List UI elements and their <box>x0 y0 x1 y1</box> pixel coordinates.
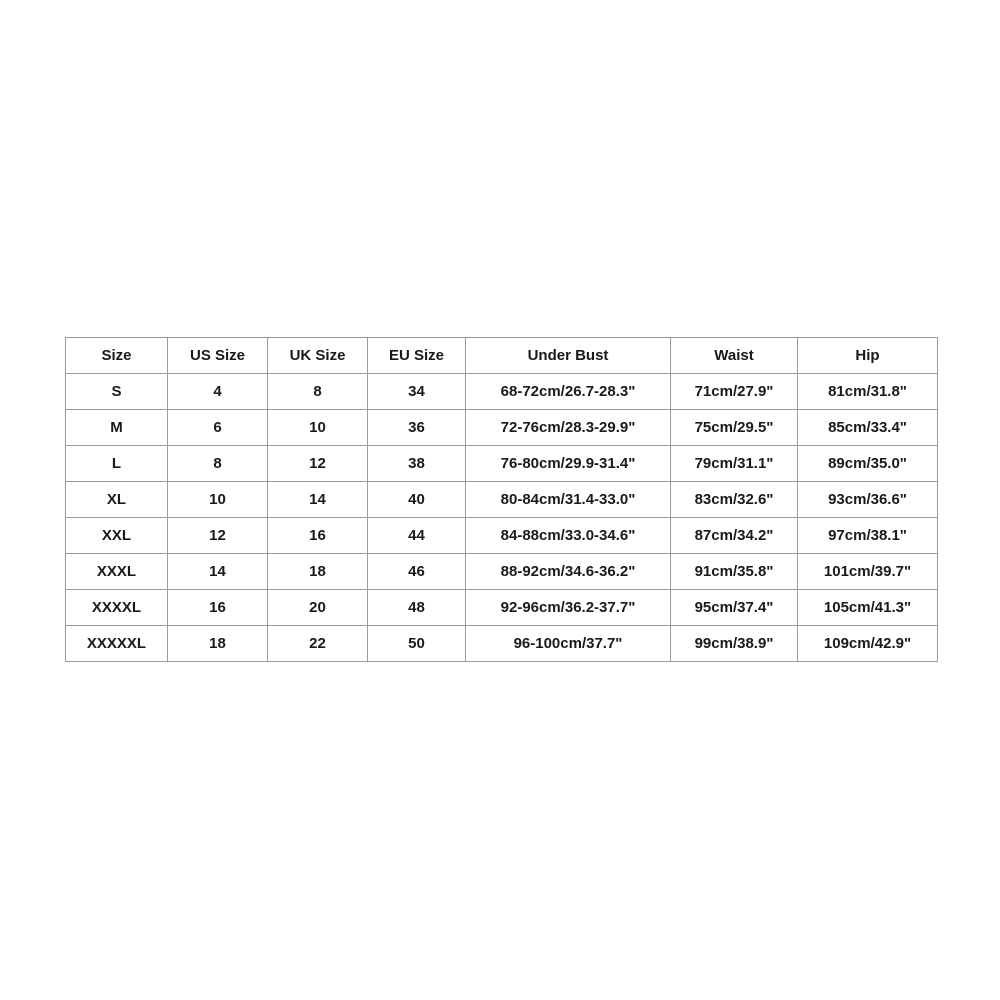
cell-hip: 93cm/36.6" <box>798 482 938 518</box>
cell-size: M <box>66 410 168 446</box>
header-us-size: US Size <box>168 338 268 374</box>
cell-uk-size: 16 <box>268 518 368 554</box>
cell-uk-size: 8 <box>268 374 368 410</box>
table-row <box>66 590 938 626</box>
cell-us-size: 12 <box>168 518 268 554</box>
cell-uk-size: 22 <box>268 626 368 662</box>
cell-eu-size: 44 <box>368 518 466 554</box>
cell-waist: 75cm/29.5" <box>671 410 798 446</box>
cell-waist: 83cm/32.6" <box>671 482 798 518</box>
cell-eu-size: 36 <box>368 410 466 446</box>
cell-hip: 109cm/42.9" <box>798 626 938 662</box>
cell-size: L <box>66 446 168 482</box>
cell-uk-size: 18 <box>268 554 368 590</box>
cell-waist: 79cm/31.1" <box>671 446 798 482</box>
cell-eu-size: 48 <box>368 590 466 626</box>
header-row <box>66 338 938 374</box>
cell-size: XL <box>66 482 168 518</box>
header-uk-size: UK Size <box>268 338 368 374</box>
cell-size: XXXXL <box>66 590 168 626</box>
cell-uk-size: 12 <box>268 446 368 482</box>
cell-us-size: 8 <box>168 446 268 482</box>
cell-under-bust: 92-96cm/36.2-37.7" <box>466 590 671 626</box>
cell-size: XXXXXL <box>66 626 168 662</box>
cell-hip: 81cm/31.8" <box>798 374 938 410</box>
cell-us-size: 4 <box>168 374 268 410</box>
cell-eu-size: 38 <box>368 446 466 482</box>
cell-under-bust: 80-84cm/31.4-33.0" <box>466 482 671 518</box>
cell-under-bust: 72-76cm/28.3-29.9" <box>466 410 671 446</box>
table-row <box>66 446 938 482</box>
cell-size: XXL <box>66 518 168 554</box>
table-row <box>66 554 938 590</box>
cell-under-bust: 84-88cm/33.0-34.6" <box>466 518 671 554</box>
cell-us-size: 10 <box>168 482 268 518</box>
cell-under-bust: 76-80cm/29.9-31.4" <box>466 446 671 482</box>
cell-size: XXXL <box>66 554 168 590</box>
cell-waist: 91cm/35.8" <box>671 554 798 590</box>
size-chart-table <box>65 337 938 662</box>
header-under-bust: Under Bust <box>466 338 671 374</box>
cell-waist: 87cm/34.2" <box>671 518 798 554</box>
cell-hip: 105cm/41.3" <box>798 590 938 626</box>
cell-eu-size: 40 <box>368 482 466 518</box>
cell-eu-size: 34 <box>368 374 466 410</box>
cell-eu-size: 46 <box>368 554 466 590</box>
cell-us-size: 6 <box>168 410 268 446</box>
cell-waist: 95cm/37.4" <box>671 590 798 626</box>
cell-hip: 101cm/39.7" <box>798 554 938 590</box>
table-row <box>66 518 938 554</box>
cell-under-bust: 68-72cm/26.7-28.3" <box>466 374 671 410</box>
header-eu-size: EU Size <box>368 338 466 374</box>
table-row <box>66 410 938 446</box>
cell-us-size: 18 <box>168 626 268 662</box>
header-size: Size <box>66 338 168 374</box>
cell-waist: 99cm/38.9" <box>671 626 798 662</box>
cell-uk-size: 20 <box>268 590 368 626</box>
cell-waist: 71cm/27.9" <box>671 374 798 410</box>
cell-hip: 89cm/35.0" <box>798 446 938 482</box>
cell-size: S <box>66 374 168 410</box>
cell-us-size: 14 <box>168 554 268 590</box>
cell-hip: 85cm/33.4" <box>798 410 938 446</box>
cell-under-bust: 88-92cm/34.6-36.2" <box>466 554 671 590</box>
header-hip: Hip <box>798 338 938 374</box>
table-row <box>66 626 938 662</box>
cell-uk-size: 14 <box>268 482 368 518</box>
table-row <box>66 482 938 518</box>
cell-under-bust: 96-100cm/37.7" <box>466 626 671 662</box>
cell-hip: 97cm/38.1" <box>798 518 938 554</box>
cell-eu-size: 50 <box>368 626 466 662</box>
cell-uk-size: 10 <box>268 410 368 446</box>
cell-us-size: 16 <box>168 590 268 626</box>
header-waist: Waist <box>671 338 798 374</box>
table-row <box>66 374 938 410</box>
